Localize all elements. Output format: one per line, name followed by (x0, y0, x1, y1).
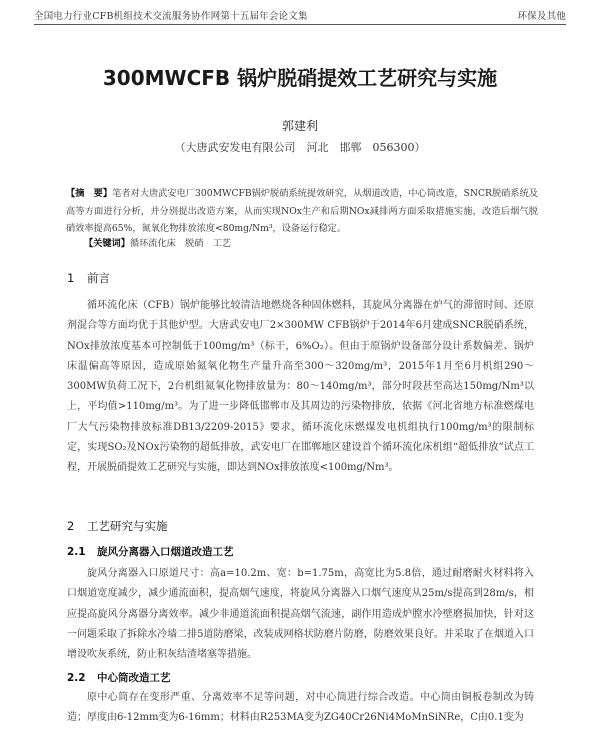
subsection-heading-2-1 (67, 544, 234, 559)
subsection-title: 旋风分离器入口烟道改造工艺 (97, 546, 234, 558)
subsection-heading-2-2 (67, 670, 171, 685)
author-affiliation: （大唐武安发电有限公司 河北 邯郸 056300） (174, 141, 426, 154)
keywords-label: 【关键词】 (84, 238, 130, 249)
keywords-text: 循环流化床 脱硝 工艺 (129, 238, 231, 249)
abstract-text: 笔者对大唐武安电厂300MWCFB锅炉脱硝系统提效研究，从烟道改造，中心筒改造，SNCR脱硝系统及高等方面进行分析，并分别提出改造方案，从而实现NOx生产和后期NOx减排两方面采取措施实施，改造后烟气脱硝效率提高65%，氮氧化物排放浓度<80mg/Nm³，设备运行稳定。 (66, 188, 538, 234)
keywords (84, 235, 231, 249)
section-number: 1 (67, 271, 75, 285)
subsection-number: 2.2 (67, 672, 86, 684)
section-title: 工艺研究与实施 (87, 519, 168, 533)
subsection-2-2-paragraph: 原中心筒存在变形严重、分离效率不足等问题，对中心筒进行综合改造。中心筒由铜板卷制改为铸造；厚度由6-12mm变为6-16mm；材料由R253MA变为ZG40Cr26Ni4MoMnSiNRe，C由0.1变为 (67, 692, 534, 724)
section-title: 前言 (87, 271, 110, 285)
running-header-left: 全国电力行业CFB机组技术交流服务协作网第十五届年会论文集 (34, 11, 308, 22)
subsection-title: 中心筒改造工艺 (97, 672, 171, 684)
running-header-right: 环保及其他 (517, 11, 566, 22)
section-number: 2 (67, 519, 75, 533)
running-header (34, 8, 566, 22)
author-name: 郭建利 (281, 119, 318, 133)
abstract (66, 185, 538, 238)
subsection-2-1-paragraph: 旋风分离器入口原道尺寸：高a=10.2m、宽：b=1.75m，高宽比为5.8倍，通过耐磨耐火材料将入口烟道宽度减少，减少通流面积，提高烟气速度，将旋风分离器入口烟气速度从25m/s提高到28m/s，相应提高旋风分离器分离效率。减少非通道流面积提高烟气流速，副作用造成炉膛水冷壁磨损加快，针对这一问题采取了拆除水冷墙二排5道防磨梁，改装成网格状防磨片防磨，防磨效果良好。并采取了在烟道入口增设吹灰系统，防止积灰结渣堵塞等措施。 (67, 568, 534, 661)
section-heading-1 (67, 270, 110, 286)
section-1-paragraph: 循环流化床（CFB）锅炉能够比较清洁地燃烧各种固体燃料，其旋风分离器在炉气的滞留时间、还原剂混合等方面均优于其他炉型。大唐武安电厂2×300MW CFB锅炉于2014年6月建成SNCR脱硝系统，NOx排放浓度基本可控制低于100mg/m³（标干，6%O₂）。但由于原锅炉设备部分设计系数偏差、锅炉床温偏高等原因，造成原始氮氧化物生产量升高至300～320mg/m³，2015年1月至6月机组290～300MW负荷工况下，2台机组氮氧化物排放量为：80～140mg/m³，部分时段甚至高达150mg/Nm³以上，平均值>110mg/m³。为了进一步降低邯郸市及其周边的污染物排放，依据《河北省地方标准燃煤电厂大气污染物排放标准DB13/2209-2015》要求，循环流化床燃煤发电机组执行100mg/m³的限制标定，实现SO₂及NOx污染物的超低排放，武安电厂在邯郸地区建设首个循环流化床机组“超低排放”试点工程，开展脱硝提效工艺研究与实施，即达到NOx排放浓度<100mg/Nm³。 (67, 300, 534, 474)
subsection-number: 2.1 (67, 546, 86, 558)
abstract-label: 【摘 要】 (66, 188, 113, 199)
header-rule (34, 24, 566, 25)
section-heading-2 (67, 518, 168, 534)
paper-title: 300MWCFB 锅炉脱硝提效工艺研究与实施 (102, 66, 498, 90)
